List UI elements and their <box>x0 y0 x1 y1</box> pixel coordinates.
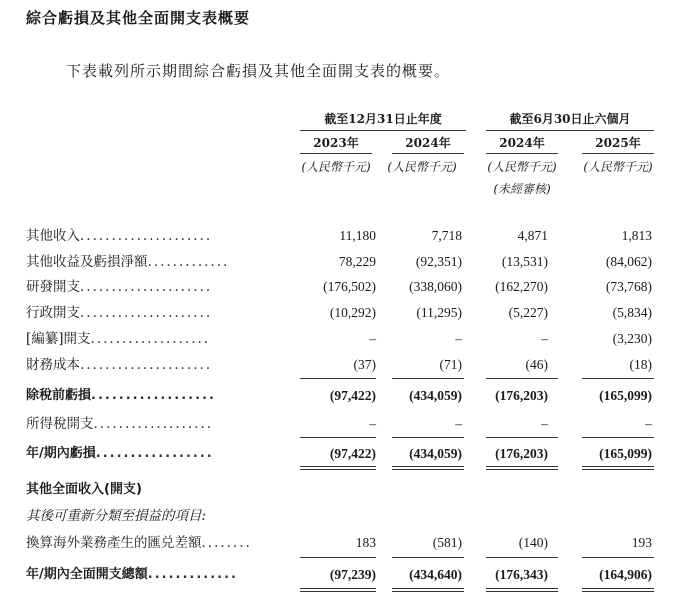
table-row <box>0 252 678 272</box>
cell-h1-2024: (162,270) <box>495 279 548 294</box>
cell-h1-2025: (3,230) <box>612 331 652 346</box>
row-label: 其他全面收入(開支) <box>26 482 142 497</box>
cell-h1-2024: (176,203) <box>495 446 548 461</box>
cell-2024: (338,060) <box>409 279 462 294</box>
cell-2023: – <box>369 331 376 346</box>
unaudited-label: (未經審核) <box>493 182 551 196</box>
row-label: 所得稅開支................... <box>26 416 214 432</box>
cell-h1-2024: – <box>541 416 548 431</box>
row-label: [編纂]開支................... <box>26 331 211 347</box>
section-subheading-row <box>0 506 678 526</box>
header-period-2025: 2025年 <box>582 135 654 154</box>
cell-h1-2024: (5,227) <box>508 305 548 320</box>
row-label: 其他收入..................... <box>26 228 213 244</box>
cell-2023: (37) <box>353 357 376 372</box>
cell-2023: (176,502) <box>323 279 376 294</box>
row-label: 換算海外業務產生的匯兑差額........ <box>26 535 252 551</box>
table-row <box>0 414 678 434</box>
subtotal-rule <box>582 557 654 558</box>
subtotal-rule <box>486 378 558 379</box>
cell-h1-2025: – <box>645 416 652 431</box>
cell-2024: (71) <box>439 357 462 372</box>
cell-h1-2025: (164,906) <box>599 567 652 582</box>
subtotal-rule <box>582 378 654 379</box>
cell-h1-2024: (176,343) <box>495 567 548 582</box>
row-label: 其他收益及虧損淨額............. <box>26 254 230 270</box>
cell-h1-2025: (5,834) <box>612 305 652 320</box>
cell-2023: 11,180 <box>339 228 376 243</box>
total-double-rule <box>486 588 558 592</box>
subtotal-rule <box>392 437 464 438</box>
header-six-month-group: 截至6月30日止六個月 <box>486 110 654 131</box>
table-row <box>0 444 678 464</box>
total-double-rule <box>300 588 376 592</box>
cell-2023: 183 <box>355 535 376 550</box>
table-row <box>0 355 678 375</box>
cell-h1-2024: – <box>541 331 548 346</box>
total-double-rule <box>582 588 654 592</box>
table-row <box>0 386 678 406</box>
subtotal-rule <box>486 437 558 438</box>
cell-2024: – <box>455 331 462 346</box>
total-double-rule <box>392 588 464 592</box>
cell-h1-2024: (46) <box>525 357 548 372</box>
cell-2023: (97,422) <box>329 446 376 461</box>
cell-2024: (92,351) <box>415 254 462 269</box>
cell-2023: 78,229 <box>338 254 376 269</box>
subtotal-rule <box>300 378 376 379</box>
cell-h1-2024: 4,871 <box>517 228 548 243</box>
cell-h1-2024: (13,531) <box>501 254 548 269</box>
row-label: 財務成本..................... <box>26 357 213 373</box>
row-label: 行政開支..................... <box>26 305 213 321</box>
cell-h1-2025: (84,062) <box>605 254 652 269</box>
cell-h1-2025: (18) <box>629 357 652 372</box>
cell-h1-2024: (176,203) <box>495 388 548 403</box>
table-row <box>0 303 678 323</box>
table-row <box>0 226 678 246</box>
cell-h1-2025: 193 <box>631 535 652 550</box>
cell-h1-2025: (73,768) <box>605 279 652 294</box>
row-label: 其後可重新分類至損益的項目: <box>26 508 207 524</box>
subtotal-rule <box>392 378 464 379</box>
row-label: 年/期內全面開支總額............. <box>26 567 238 582</box>
row-label: 除稅前虧損.................. <box>26 388 216 403</box>
subtotal-rule <box>300 437 376 438</box>
table-row <box>0 533 678 553</box>
cell-h1-2025: 1,813 <box>621 228 652 243</box>
cell-2024: (581) <box>432 535 462 550</box>
table-row <box>0 329 678 349</box>
cell-h1-2025: (165,099) <box>599 388 652 403</box>
unit-label-3: (人民幣千元) <box>487 160 557 174</box>
unit-label-2: (人民幣千元) <box>387 160 457 174</box>
cell-2024: (434,059) <box>409 446 462 461</box>
header-year-2024: 2024年 <box>392 135 464 154</box>
cell-2024: (434,059) <box>409 388 462 403</box>
total-double-rule <box>392 466 464 470</box>
subtotal-rule <box>392 557 464 558</box>
header-year-group: 截至12月31日止年度 <box>300 110 466 131</box>
unit-label-4: (人民幣千元) <box>583 160 653 174</box>
table-row <box>0 565 678 585</box>
unit-label-1: (人民幣千元) <box>301 160 371 174</box>
subtotal-rule <box>300 557 376 558</box>
row-label: 研發開支..................... <box>26 279 213 295</box>
total-double-rule <box>582 466 654 470</box>
cell-2023: (97,422) <box>329 388 376 403</box>
header-period-2024: 2024年 <box>486 135 558 154</box>
intro-text: 下表載列所示期間綜合虧損及其他全面開支表的概要。 <box>66 62 451 80</box>
section-title: 綜合虧損及其他全面開支表概要 <box>26 9 251 27</box>
subtotal-rule <box>486 557 558 558</box>
cell-2024: – <box>455 416 462 431</box>
subtotal-rule <box>582 437 654 438</box>
total-double-rule <box>300 466 376 470</box>
cell-2024: (11,295) <box>416 305 462 320</box>
header-year-2023: 2023年 <box>300 135 372 154</box>
row-label: 年/期內虧損................. <box>26 446 214 461</box>
cell-h1-2024: (140) <box>518 535 548 550</box>
cell-2023: (97,239) <box>329 567 376 582</box>
cell-2024: 7,718 <box>431 228 462 243</box>
total-double-rule <box>486 466 558 470</box>
cell-2023: – <box>369 416 376 431</box>
cell-2024: (434,640) <box>409 567 462 582</box>
table-row <box>0 277 678 297</box>
section-heading-row <box>0 480 678 500</box>
cell-h1-2025: (165,099) <box>599 446 652 461</box>
cell-2023: (10,292) <box>329 305 376 320</box>
